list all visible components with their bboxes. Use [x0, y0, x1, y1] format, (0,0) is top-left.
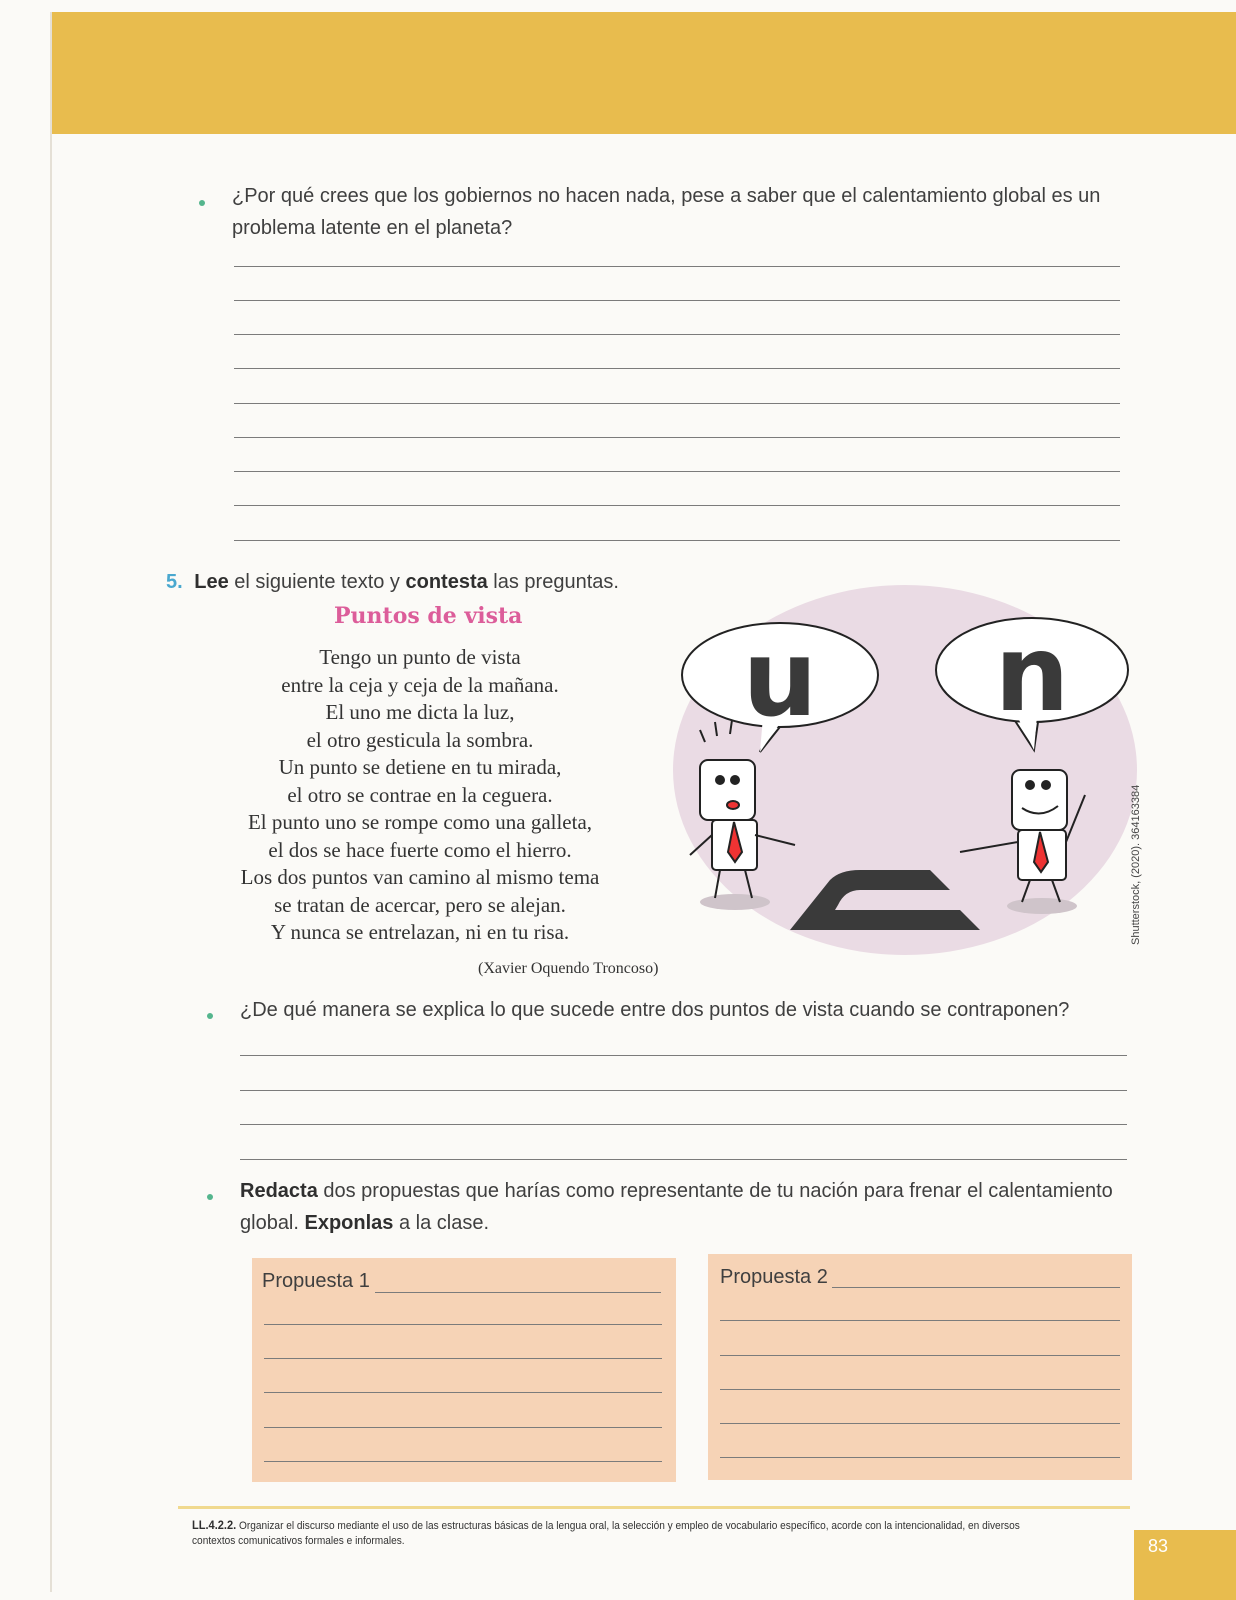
poem-line: Los dos puntos van camino al mismo tema [240, 865, 600, 889]
bullet [199, 200, 205, 206]
answer-line[interactable] [720, 1389, 1120, 1390]
question-3-text2: global. [240, 1212, 305, 1234]
verb-contesta: contesta [405, 571, 488, 593]
question-3 [240, 1175, 1120, 1239]
poem-line: se tratan de acercar, pero se alejan. [274, 892, 566, 917]
answer-line[interactable] [234, 505, 1120, 506]
answer-line[interactable] [234, 334, 1120, 335]
verb-lee: Lee [194, 571, 229, 593]
poem-line: Tengo un punto de vista [319, 645, 521, 669]
illustration [660, 580, 1140, 970]
answer-line[interactable] [720, 1320, 1120, 1321]
image-credit: Shutterstock, (2020). 364163384 [1130, 784, 1142, 945]
proposal-2-label: Propuesta 2 [720, 1266, 828, 1288]
answer-line[interactable] [264, 1358, 662, 1359]
instruction-text: el siguiente texto y [228, 571, 406, 593]
poem-line: El punto uno se rompe como una galleta, [247, 810, 593, 834]
poem-line: el dos se hace fuerte como el hierro. [268, 837, 572, 862]
poem-line: El uno me dicta la luz, [325, 700, 515, 724]
answer-line[interactable] [375, 1292, 661, 1293]
poem-author: (Xavier Oquendo Troncoso) [478, 960, 659, 977]
answer-line[interactable] [234, 266, 1120, 267]
poem-title: Puntos de vista [334, 603, 523, 629]
verb-exponlas: Exponlas [304, 1212, 394, 1234]
answer-line[interactable] [240, 1055, 1127, 1056]
answer-line[interactable] [240, 1090, 1127, 1091]
answer-line[interactable] [240, 1159, 1127, 1160]
footer-description: Organizar el discurso mediante el uso de las estructuras básicas de la lengua oral, la selección y empleo de vocabulario específico, acorde con la intencionalidad, en diversos contextos comunicativos formales e informales. [192, 1520, 1023, 1547]
poem-line: el otro se contrae en la ceguera. [287, 782, 553, 807]
answer-line[interactable] [832, 1287, 1120, 1288]
question-1-line2: problema latente en el planeta? [232, 217, 513, 239]
footer-code: LL.4.2.2. [192, 1518, 237, 1532]
answer-line[interactable] [234, 437, 1120, 438]
page-edge-line [50, 12, 52, 1592]
section-number: 5. [166, 571, 183, 593]
answer-line[interactable] [264, 1392, 662, 1393]
bullet [207, 1013, 213, 1019]
bubble-letter-right: n [994, 613, 1070, 735]
answer-line[interactable] [240, 1124, 1127, 1125]
question-1 [232, 180, 1112, 244]
answer-line[interactable] [264, 1324, 662, 1325]
proposal-1-label: Propuesta 1 [262, 1270, 370, 1292]
answer-line[interactable] [720, 1457, 1120, 1458]
poem-line: Y nunca se entrelazan, ni en tu risa. [270, 920, 570, 944]
footer-rule [178, 1506, 1130, 1509]
poem-body [200, 644, 640, 947]
answer-line[interactable] [264, 1461, 662, 1462]
answer-line[interactable] [234, 368, 1120, 369]
header-band [50, 12, 1236, 134]
bubble-letter-left: u [742, 618, 818, 740]
footer-text [192, 1518, 1048, 1549]
question-3-text2-end: a la clase. [393, 1212, 490, 1234]
answer-line[interactable] [234, 300, 1120, 301]
question-1-line1: ¿Por qué crees que los gobiernos no hacen nada, pese a saber que el calentamiento global es un [232, 185, 1101, 207]
instruction-end: las preguntas. [487, 571, 619, 593]
answer-line[interactable] [720, 1355, 1120, 1356]
question-3-text1: dos propuestas que harías como representante de tu nación para frenar el calentamiento [317, 1180, 1113, 1202]
question-2: ¿De qué manera se explica lo que sucede entre dos puntos de vista cuando se contraponen? [240, 999, 1070, 1021]
answer-line[interactable] [234, 471, 1120, 472]
poem-line: entre la ceja y ceja de la mañana. [281, 672, 559, 697]
section-5-instruction [166, 566, 619, 598]
answer-line[interactable] [264, 1427, 662, 1428]
answer-line[interactable] [720, 1423, 1120, 1424]
answer-line[interactable] [234, 540, 1120, 541]
verb-redacta: Redacta [240, 1180, 318, 1202]
poem-line: el otro gesticula la sombra. [306, 727, 534, 752]
poem-line: Un punto se detiene en tu mirada, [278, 755, 562, 779]
page-number: 83 [1148, 1536, 1169, 1556]
bullet [207, 1194, 213, 1200]
answer-line[interactable] [234, 403, 1120, 404]
